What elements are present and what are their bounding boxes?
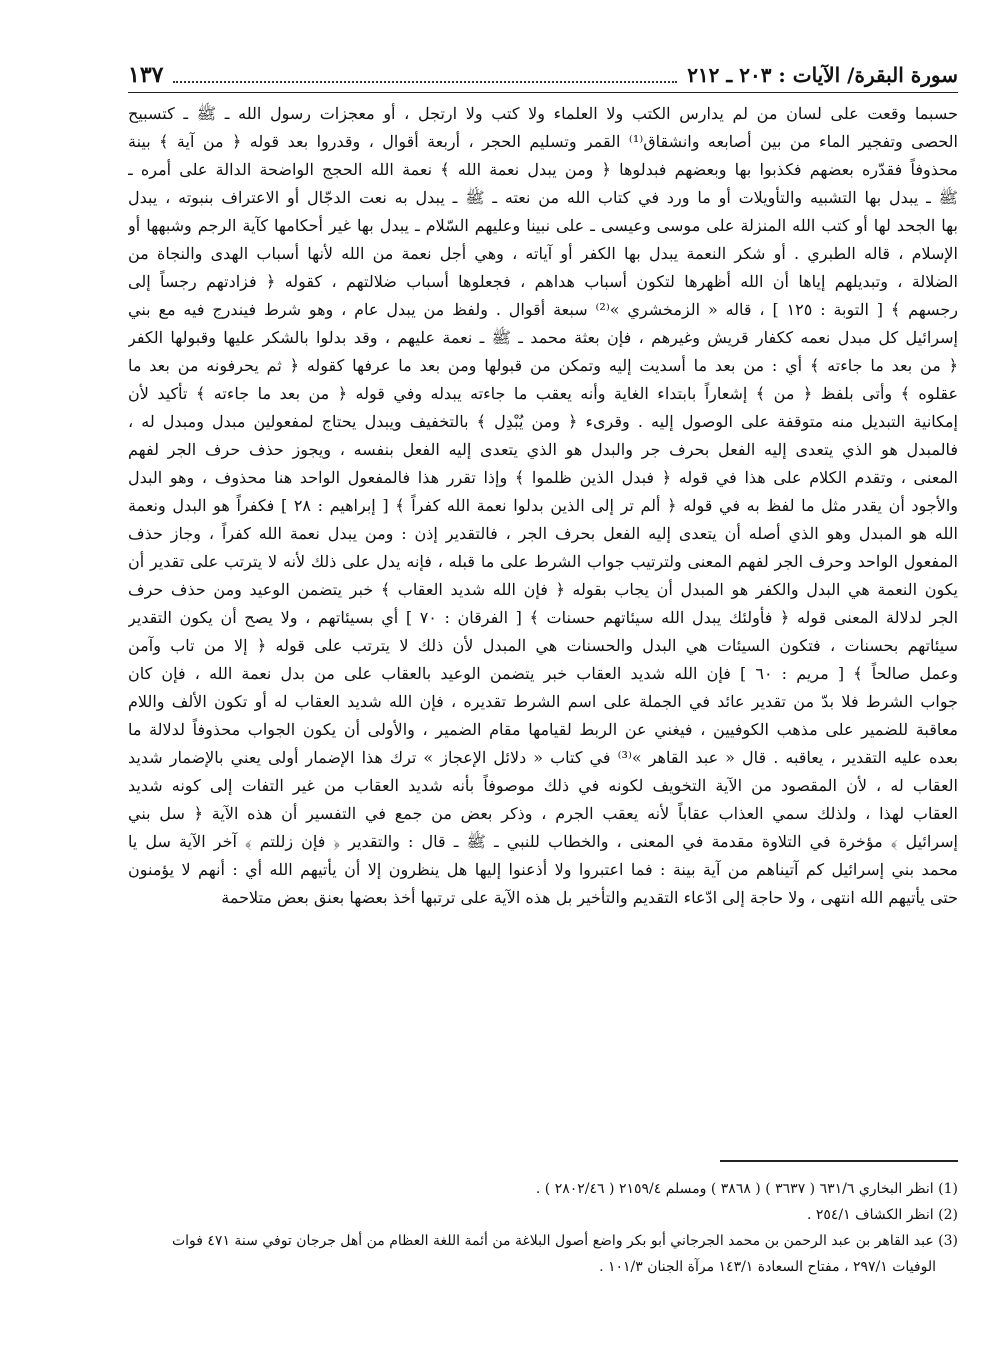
text-line: وعمل صالحاً ﴾ [ مريم : ٦٠ ] فإن الله شديد العقاب خبر يتضمن الوعيد بالعقاب على من بدل نعمة الله ، فإن كان <box>128 664 958 683</box>
text-line: بعده عليه التقدير ، يعاقبه . قال « عبد القاهر »⁽³⁾ في كتاب « دلائل الإعجاز » ترك هذا الإضمار أولى يعني بالإضمار شديد <box>128 748 958 767</box>
footnote-line: (2) انظر الكشاف ٢٥٤/١ . <box>806 1207 958 1223</box>
text-line: حسبما وقعت على لسان من لم يدارس الكتب ولا العلماء ولا كتب ولا ارتجل ، أو معجزات رسول الله ـ ﷺ ـ كتسبيح <box>128 104 958 123</box>
footnote-line: (3) عبد القاهر بن عبد الرحمن بن محمد الجرجاني أبو بكر واضع أصول البلاغة من أئمة اللغة العظام من أهل جرجان توفي سنة ٤٧١ فوات <box>171 1233 958 1249</box>
running-title: سورة البقرة/ الآيات : ٢٠٣ ـ ٢١٢ <box>687 63 958 87</box>
text-line: المفعول الواحد وحرف الجر لفهم المعنى ولترتيب جواب الشرط على ما قبله ، فإنه يدل على ذلك لأنه لا يترتب على تقدير أن <box>128 552 958 571</box>
text-line: إسرائيل ﴾ مؤخرة في التلاوة مقدمة في المعنى ، والخطاب للنبي ـ ﷺ ـ قال : والتقدير ﴿ فإن زللتم ﴾ آخر الآية سل يا <box>128 832 958 851</box>
main-text <box>128 100 958 912</box>
text-line: حتى يأتيهم الله انتهى ، ولا حاجة إلى ادّعاء التقديم والتأخير بل هذه الآية على ترتبها أخذ بعضها بعنق بعض متلاحمة <box>221 888 958 907</box>
page-header <box>128 58 958 93</box>
text-line: ﷺ ـ يبدل بها التشبيه والتأويلات أو ما ورد في كتاب الله من نعته ـ ﷺ ـ يبدل به نعت الدجّال أو الاعتراف بنبوته ، يبدل <box>128 188 958 207</box>
text-line: جواب الشرط فلا بدّ من تقدير عائد في الجملة على اسم الشرط تقديره ، فإن الله شديد العقاب له أو تكون الألف واللام <box>128 692 958 711</box>
text-line: محذوفاً فقدّره بعضهم فكذبوا بها وبعضهم فبدلوها ﴿ ومن يبدل نعمة الله ﴾ نعمة الله الحجج الواضحة الدالة على أمره ـ <box>128 160 958 179</box>
text-line: فالمبدل هو الذي يتعدى إليه الفعل بحرف جر والبدل هو الذي يتعدى إليه الفعل بنفسه ، ويجوز حذف حرف الجر لفهم <box>128 440 958 459</box>
text-line: الحصى وتفجير الماء من بين أصابعه وانشقاق⁽¹⁾ القمر وتسليم الحجر ، أربعة أقوال ، وقدروا بعد قوله ﴿ من آية ﴾ بينة <box>128 132 958 151</box>
page-number: ١٣٧ <box>128 62 164 88</box>
text-line: والأجود أن يقدر مثل ما لفظ به في قوله ﴿ ألم تر إلى الذين بدلوا نعمة الله كفراً ﴾ [ إبراهيم : ٢٨ ] فكفراً هو البدل ونعمة <box>128 496 958 515</box>
text-line: المعنى ، وتقدم الكلام على هذا في قوله ﴿ فبدل الذين ظلموا ﴾ وإذا تقرر هذا فالمفعول الواحد هنا محذوف ، وهو البدل <box>128 468 958 487</box>
text-line: رجسهم ﴾ [ التوبة : ١٢٥ ] ، قاله « الزمخشري »⁽²⁾ سبعة أقوال . ولفظ من يبدل عام ، وهو شرط فيندرج فيه مع بني <box>128 300 958 319</box>
text-line: العقاب له ، لأن المقصود من الآية التخويف لكونه في ذلك موصوفاً بأنه شديد العقاب من غير التفات إلى كونه شديد <box>128 776 958 795</box>
text-line: الإسلام ، قاله الطبري . أو شكر النعمة يبدل بها الكفر أو آياته ، وهي أجل نعمة من الله لأنها أسباب الهدى والنجاة من <box>128 244 958 263</box>
text-line: ﴿ من بعد ما جاءته ﴾ أي : من بعد ما أسديت إليه وتمكن من قبولها ومن بعد ما عرفها كقوله ﴿ ثم يحرفونه من بعد ما <box>128 356 958 375</box>
text-line: الله هو المبدل وهو الذي أصله أن يتعدى إليه الفعل بحرف الجر ، فالتقدير إذن : ومن يبدل نعمة الله كفراً ، وجاز حذف <box>128 524 958 543</box>
text-line: إمكانية التبديل منه متوقفة على الوصول إليه . وقرىء ﴿ ومن يُبْدِل ﴾ بالتخفيف ويبدل يحتاج لمفعولين مبدل ومبدل له ، <box>128 412 958 431</box>
text-line: عقلوه ﴾ وأتى بلفظ ﴿ من ﴾ إشعاراً بابتداء الغاية وأنه يعقب ما جاءته يبدله وفي قوله ﴿ من بعد ما جاءته ﴾ تأكيد لأن <box>128 384 958 403</box>
text-line: محمد بني إسرائيل كم آتيناهم من آية بينة : فما اعتبروا ولا أذعنوا إليها هل ينظرون إلا أن يأتيهم الله أي : أنهم لا يؤمنون <box>128 860 958 879</box>
text-line: سيئاتهم بحسنات ، فتكون السيئات هي البدل والحسنات هي المبدل لأن ذلك لا يترتب على قوله ﴿ إلا من تاب وآمن <box>128 636 958 655</box>
footnotes <box>128 1176 958 1280</box>
text-line: يكون النعمة هي البدل والكفر هو المبدل أن يجاب بقوله ﴿ فإن الله شديد العقاب ﴾ خبر يتضمن الوعيد ومن حذف حرف <box>128 580 958 599</box>
header-dot-leader <box>173 67 677 83</box>
text-line: بها الجحد لها أو كتب الله المنزلة على موسى وعيسى ـ على نبينا وعليهم السّلام ـ يبدل بها غير أحكامها كآية الرجم وشبهها أو <box>128 216 958 235</box>
text-line: الضلالة ، وتبديلهم إياها أن الله أظهرها لتكون أسباب هداهم ، فجعلوها أسباب ضلالتهم ، كقوله ﴿ فزادتهم رجساً إلى <box>128 272 958 291</box>
footnote-line: الوفيات ٢٩٧/١ ، مفتاح السعادة ١٤٣/١ مرآة الجنان ١٠١/٣ . <box>599 1259 936 1275</box>
text-line: العقاب لهذا ، ولذلك سمي العذاب عقاباً لأنه يعقب الجرم ، وذكر بعض من جمع في التفسير أن هذه الآية ﴿ سل بني <box>128 804 958 823</box>
text-line: معاقبة للضمير على مذهب الكوفيين ، فيغني عن الربط لقيامها مقام الضمير ، والأولى أن يكون الجواب محذوفاً لدلالة ما <box>128 720 958 739</box>
footnote-line: (1) انظر البخاري ٦٣١/٦ ( ٣٦٣٧ ) ( ٣٨٦٨ ) ومسلم ٢١٥٩/٤ ( ٢٨٠٢/٤٦ ) . <box>535 1181 958 1197</box>
text-line: إسرائيل كل مبدل نعمه ككفار قريش وغيرهم ، فإن بعثة محمد ـ ﷺ ـ نعمة عليهم ، وقد بدلوا بالشكر عليها وقبولها الكفر <box>128 328 958 347</box>
footnote-separator <box>720 1160 958 1162</box>
text-line: الجر لدلالة المعنى قوله ﴿ فأولئك يبدل الله سيئاتهم حسنات ﴾ [ الفرقان : ٧٠ ] أي بسيئاتهم ، ولا يصح أن يكون التقدير <box>128 608 958 627</box>
